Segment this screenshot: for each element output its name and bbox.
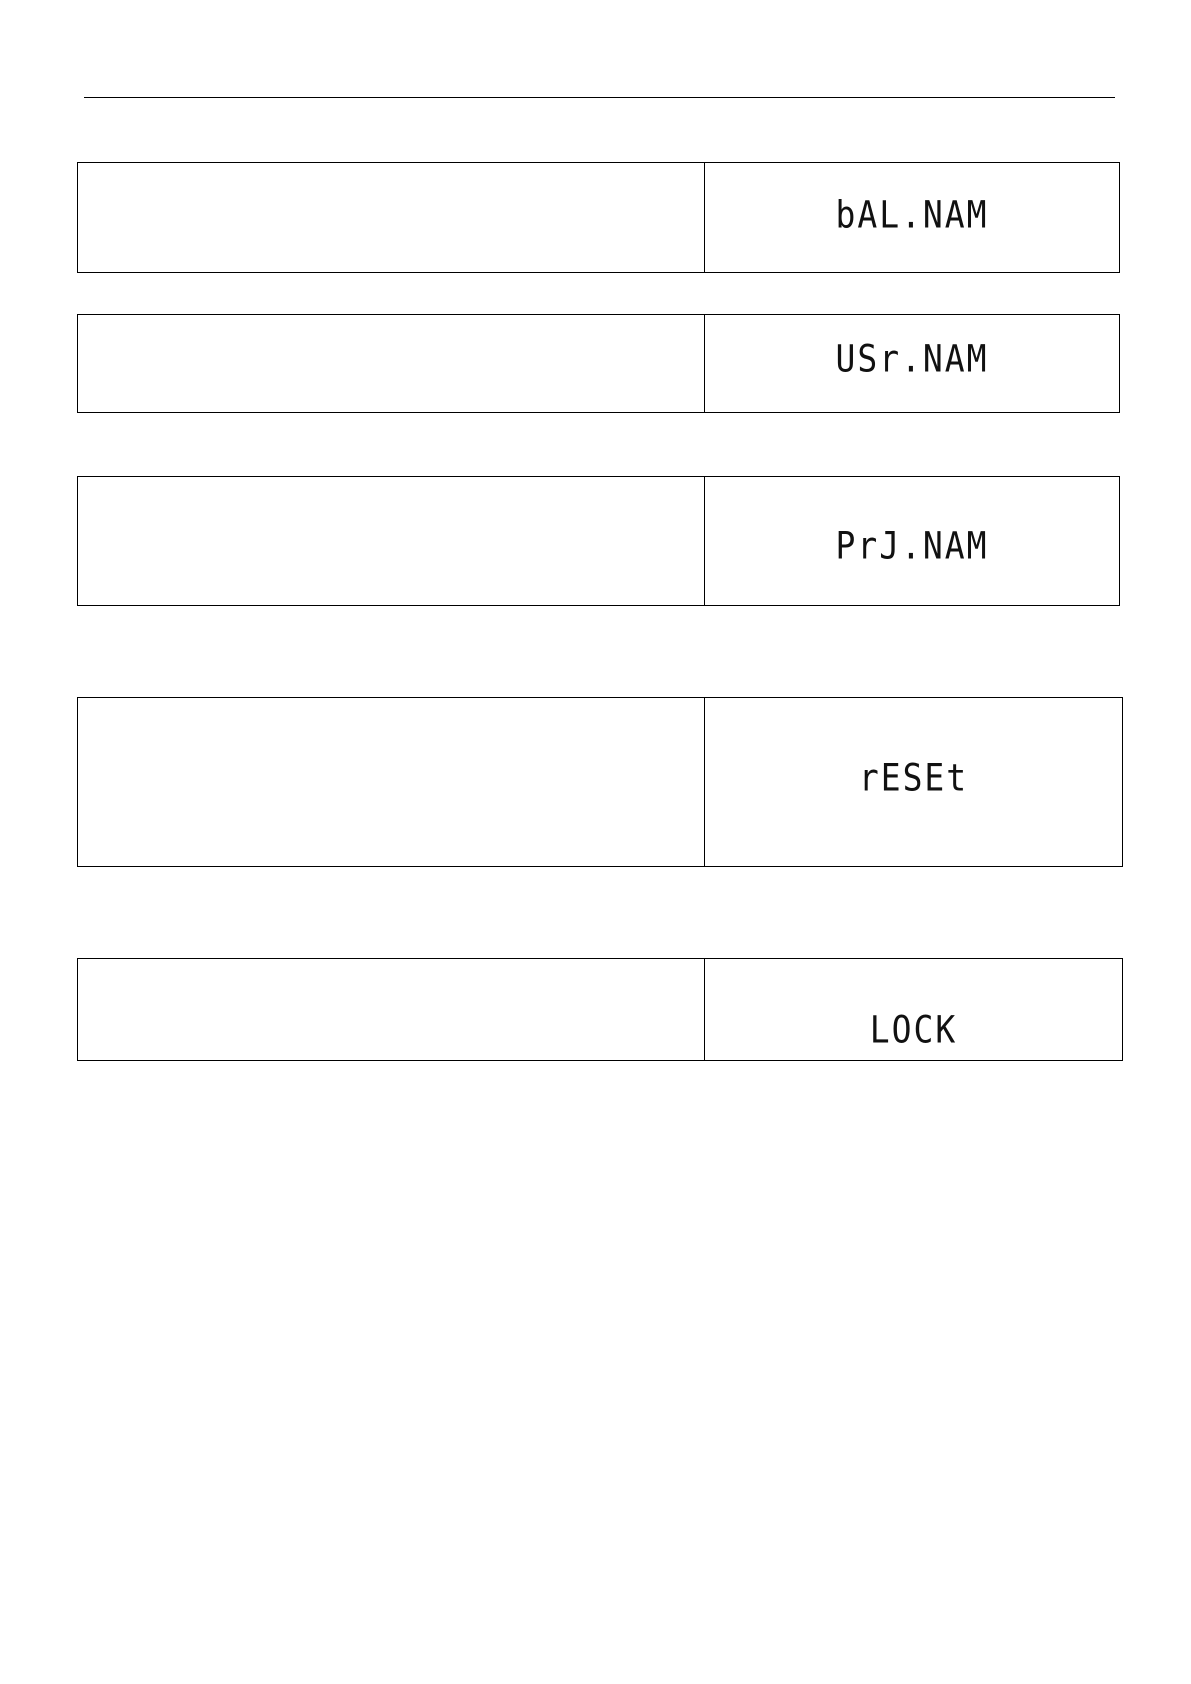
header-rule xyxy=(84,97,1115,98)
parameter-table-balance-name xyxy=(77,162,1120,273)
display-cell xyxy=(705,163,1119,272)
description-cell xyxy=(78,163,705,272)
display-cell xyxy=(705,959,1122,1060)
lcd-display-text: LOCK xyxy=(869,1007,958,1052)
description-cell xyxy=(78,477,705,605)
display-cell xyxy=(705,698,1122,866)
parameter-table-project-name xyxy=(77,476,1120,606)
display-cell xyxy=(705,477,1119,605)
lcd-display-text: PrJ.NAM xyxy=(835,523,989,568)
parameter-table-lock xyxy=(77,958,1123,1061)
parameter-table-reset xyxy=(77,697,1123,867)
description-cell xyxy=(78,315,705,412)
lcd-display-text: bAL.NAM xyxy=(835,192,989,237)
lcd-display-text: USr.NAM xyxy=(835,336,989,381)
description-cell xyxy=(78,959,705,1060)
display-cell xyxy=(705,315,1119,412)
lcd-display-text: rESEt xyxy=(858,755,969,800)
parameter-table-user-name xyxy=(77,314,1120,413)
description-cell xyxy=(78,698,705,866)
